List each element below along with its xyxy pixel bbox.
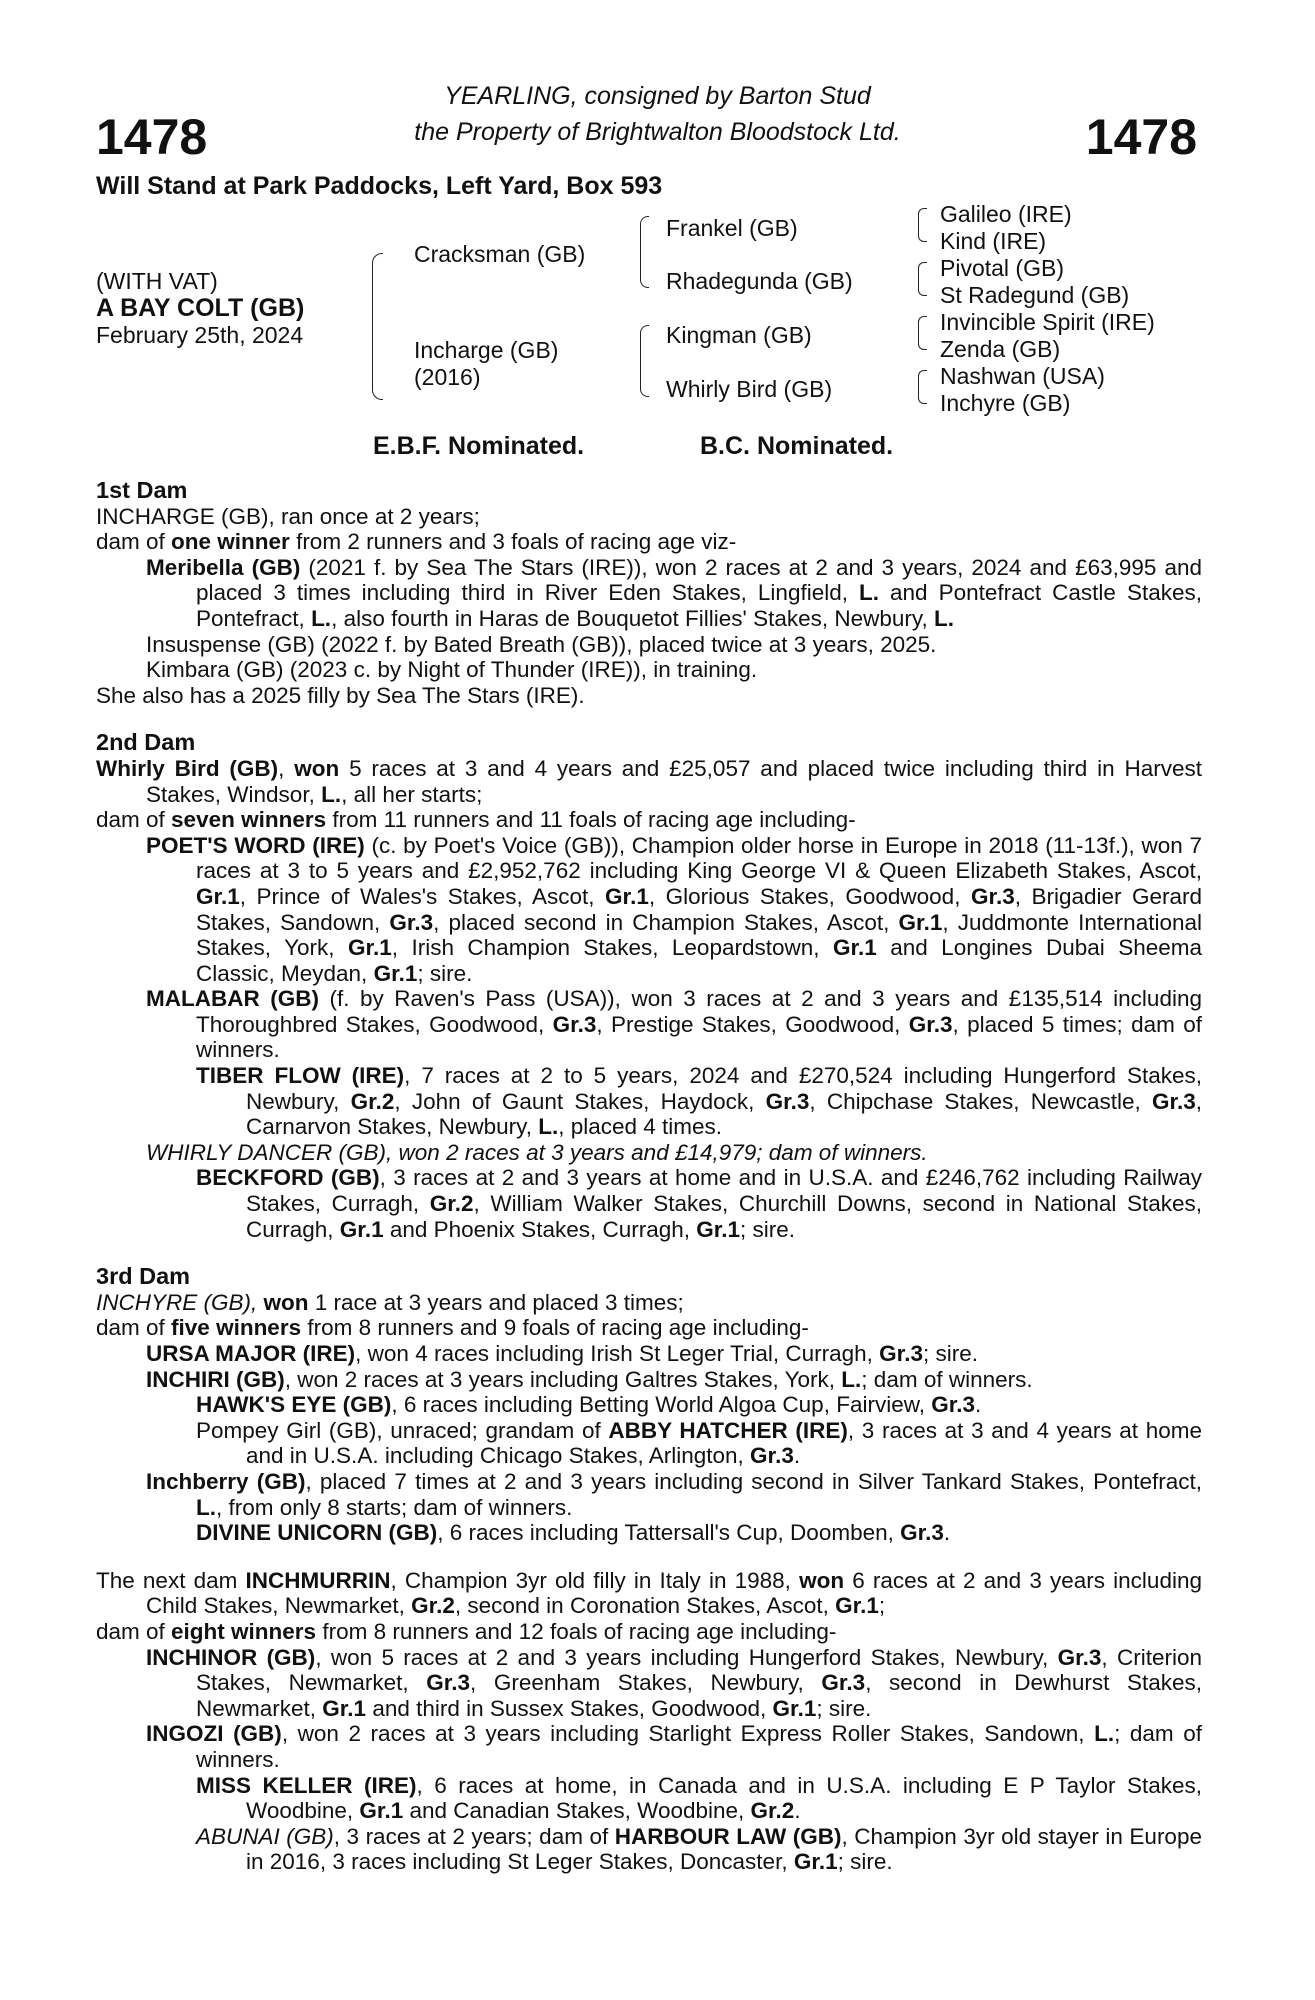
first-dam-intro: INCHARGE (GB), ran once at 2 years; (96, 503, 480, 529)
ds-brace (918, 316, 927, 350)
dam-year: (2016) (414, 364, 481, 390)
property-line: the Property of Brightwalton Bloodstock Ltd. (414, 118, 901, 146)
dam-sire: Kingman (GB) (666, 322, 812, 348)
produce-pompey-girl: Pompey Girl (GB), unraced; grandam of ABBY HATCHER (IRE), 3 races at 3 and 4 years at home and in U.S.A. including Chicago Stakes, Arlington, Gr.3. (196, 1417, 1203, 1469)
lot-number-right: 1478 (1085, 109, 1197, 165)
horse-dob: February 25th, 2024 (96, 322, 304, 348)
dam-dam: Whirly Bird (GB) (666, 376, 833, 402)
sd-brace (918, 262, 927, 296)
gen3-kind: Kind (IRE) (940, 228, 1047, 254)
gen3-zenda: Zenda (GB) (940, 336, 1061, 362)
sire-brace (640, 216, 649, 288)
dd-brace (918, 370, 927, 404)
produce-abunai: ABUNAI (GB), 3 races at 2 years; dam of HARBOUR LAW (GB), Champion 3yr old stayer in Europe in 2016, 3 races including St Leger Stakes, Doncaster, Gr.1; sire. (196, 1823, 1202, 1875)
produce-tiber-flow: TIBER FLOW (IRE), 7 races at 2 to 5 years, 2024 and £270,524 including Hungerford Stakes, Newbury, Gr.2, John of Gaunt Stakes, Haydock, Gr.3, Chipchase Stakes, Newcastle, Gr.3, Carnarvon Stakes, Newbury, L., placed 4 times. (196, 1063, 1202, 1140)
ss-brace (918, 208, 927, 242)
third-dam-heading: 3rd Dam (96, 1263, 191, 1290)
first-dam-heading: 1st Dam (96, 477, 188, 503)
gen1-brace (372, 253, 383, 400)
produce-poets-word: POET'S WORD (IRE) (c. by Poet's Voice (GB)), Champion older horse in Europe in 2018 (11-13f.), won 7 races at 3 to 5 years and £2,952,762 including King George VI & Queen Elizabeth Stakes, Ascot, Gr.1, Prince of Wales's Stakes, Ascot, Gr.1, Glorious Stakes, Goodwood, Gr.3, Brigadier Gerard Stakes, Sandown, Gr.3, placed second in Champion Stakes, Ascot, Gr.1, Juddmonte International Stakes, York, Gr.1, Irish Champion Stakes, Leopardstown, Gr.1 and Longines Dubai Sheema Classic, Meydan, Gr.1; sire. (146, 832, 1203, 986)
vat-note: (WITH VAT) (96, 268, 218, 294)
first-dam-also: She also has a 2025 filly by Sea The Stars (IRE). (96, 682, 585, 708)
gen3-inchyre: Inchyre (GB) (940, 390, 1071, 416)
horse-name: A BAY COLT (GB) (96, 294, 305, 322)
ebf-nomination: E.B.F. Nominated. (373, 432, 585, 460)
bc-nomination: B.C. Nominated. (700, 432, 894, 460)
sire-dam: Rhadegunda (GB) (666, 268, 853, 294)
gen3-pivotal: Pivotal (GB) (940, 255, 1064, 281)
produce-divine-unicorn: DIVINE UNICORN (GB), 6 races including Tattersall's Cup, Doomben, Gr.3. (196, 1520, 951, 1546)
section-gap (96, 1546, 1202, 1568)
second-dam-produce: dam of seven winners from 11 runners and 11 foals of racing age including- (96, 807, 856, 833)
fourth-dam-produce: dam of eight winners from 8 runners and 12 foals of racing age including- (96, 1618, 837, 1644)
produce-whirly-dancer: WHIRLY DANCER (GB), won 2 races at 3 years and £14,979; dam of winners. (146, 1139, 928, 1165)
produce-miss-keller: MISS KELLER (IRE), 6 races at home, in Canada and in U.S.A. including E P Taylor Stakes, Woodbine, Gr.1 and Canadian Stakes, Woodbine, Gr.2. (196, 1772, 1202, 1824)
sire-sire: Frankel (GB) (666, 215, 798, 241)
dam-name: Incharge (GB) (414, 337, 559, 363)
third-dam-intro: INCHYRE (GB), won 1 race at 3 years and placed 3 times; (96, 1289, 684, 1315)
sire-name: Cracksman (GB) (414, 241, 586, 267)
gen3-invincible-spirit: Invincible Spirit (IRE) (940, 309, 1155, 335)
stand-location: Will Stand at Park Paddocks, Left Yard, Box 593 (96, 172, 663, 200)
produce-ursa-major: URSA MAJOR (IRE), won 4 races including Irish St Leger Trial, Curragh, Gr.3; sire. (146, 1341, 978, 1366)
gen3-st-radegund: St Radegund (GB) (940, 282, 1130, 308)
produce-ingozi: INGOZI (GB), won 2 races at 3 years including Starlight Express Roller Stakes, Sandown, L.; dam of winners. (146, 1721, 1203, 1772)
produce-meribella: Meribella (GB) (2021 f. by Sea The Stars (IRE)), won 2 races at 2 and 3 years, 2024 and £63,995 and placed 3 times including third in River Eden Stakes, Lingfield, L. and Pontefract Castle Stakes, Pontefract, L., also fourth in Haras de Bouquetot Fillies' Stakes, Newbury, L. (146, 554, 1202, 631)
produce-inchinor: INCHINOR (GB), won 5 races at 2 and 3 years including Hungerford Stakes, Newbury, Gr.3, Criterion Stakes, Newmarket, Gr.3, Greenham Stakes, Newbury, Gr.3, second in Dewhurst Stakes, Newmarket, Gr.1 and third in Sussex Stakes, Goodwood, Gr.1; sire. (146, 1644, 1202, 1721)
gen3-galileo: Galileo (IRE) (940, 201, 1072, 227)
produce-inchberry: Inchberry (GB), placed 7 times at 2 and 3 years including second in Silver Tankard Stakes, Pontefract, L., from only 8 starts; dam of winners. (146, 1468, 1202, 1520)
produce-inchiri: INCHIRI (GB), won 2 races at 3 years including Galtres Stakes, York, L.; dam of winners. (146, 1366, 1033, 1392)
gen3-nashwan: Nashwan (USA) (940, 363, 1105, 389)
second-dam-heading: 2nd Dam (96, 729, 196, 756)
produce-kimbara: Kimbara (GB) (2023 c. by Night of Thunder (IRE)), in training. (146, 657, 758, 683)
produce-hawks-eye: HAWK'S EYE (GB), 6 races including Betting World Algoa Cup, Fairview, Gr.3. (196, 1392, 982, 1418)
fourth-dam-intro: The next dam INCHMURRIN, Champion 3yr old filly in Italy in 1988, won 6 races at 2 and 3 years including Child Stakes, Newmarket, Gr.2, second in Coronation Stakes, Ascot, Gr.1; (96, 1567, 1202, 1619)
first-dam-produce: dam of one winner from 2 runners and 3 foals of racing age viz- (96, 529, 737, 555)
consignor-line: YEARLING, consigned by Barton Stud (444, 82, 871, 110)
produce-insuspense: Insuspense (GB) (2022 f. by Bated Breath (GB)), placed twice at 3 years, 2025. (146, 631, 937, 657)
catalogue-body (96, 478, 1202, 1875)
lot-number-left: 1478 (96, 109, 208, 165)
produce-beckford: BECKFORD (GB), 3 races at 2 and 3 years at home and in U.S.A. and £246,762 including Railway Stakes, Curragh, Gr.2, William Walker Stakes, Churchill Downs, second in National Stakes, Curragh, Gr.1 and Phoenix Stakes, Curragh, Gr.1; sire. (196, 1165, 1203, 1242)
produce-malabar: MALABAR (GB) (f. by Raven's Pass (USA)), won 3 races at 2 and 3 years and £135,514 including Thoroughbred Stakes, Goodwood, Gr.3, Prestige Stakes, Goodwood, Gr.3, placed 5 times; dam of winners. (146, 986, 1202, 1063)
third-dam-produce: dam of five winners from 8 runners and 9 foals of racing age including- (96, 1315, 809, 1341)
dam-brace (640, 325, 649, 397)
second-dam-intro: Whirly Bird (GB), won 5 races at 3 and 4 years and £25,057 and placed twice including third in Harvest Stakes, Windsor, L., all her starts; (96, 755, 1202, 807)
